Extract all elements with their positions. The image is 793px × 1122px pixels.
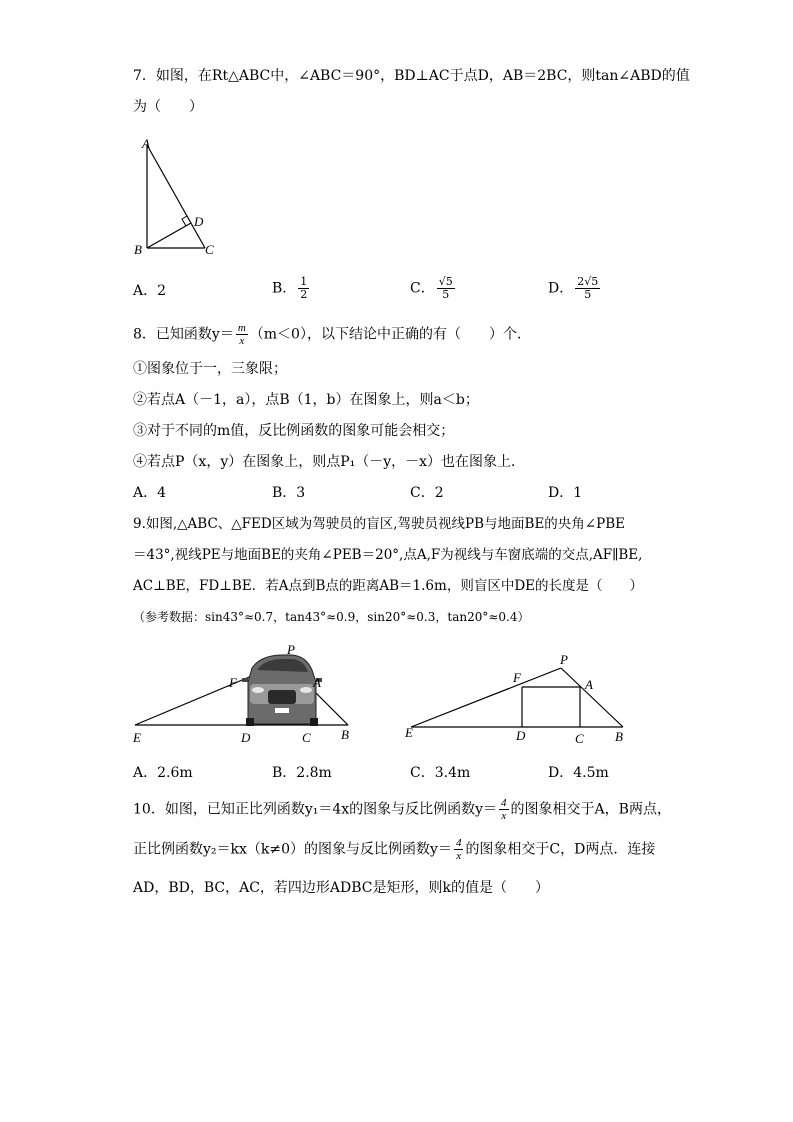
- q9-left-label-E: E: [133, 730, 141, 745]
- q8-option-c[interactable]: C．2: [410, 485, 444, 501]
- option-fraction: $\frac{2√5}{5}$: [577, 275, 599, 301]
- q9-option-b[interactable]: B．2.8m: [272, 765, 332, 781]
- q9-option-a[interactable]: A．2.6m: [133, 765, 193, 781]
- q7-label-D: D: [194, 214, 204, 229]
- q9-stem-line2: ＝43°,视线PE与地面BE的夹角∠PEB＝20°,点A,F为视线与车窗底端的交点,AF∥BE,: [133, 547, 643, 563]
- q9-right-label-E: E: [405, 725, 413, 740]
- q8-option-b[interactable]: B．3: [272, 485, 306, 501]
- q8-option-d[interactable]: D．1: [548, 485, 583, 501]
- q9-option-c[interactable]: C．3.4m: [410, 765, 471, 781]
- q9-stem-line1: 9.如图,△ABC、△FED区域为驾驶员的盲区,驾驶员视线PB与地面BE的央角∠PBE: [133, 516, 625, 532]
- q9-option-d[interactable]: D．4.5m: [548, 765, 609, 781]
- q9-left-label-P: P: [287, 642, 295, 657]
- q9-right-label-D: D: [516, 728, 526, 743]
- q10-stem-line3: AD，BD，BC，AC，若四边形ADBC是矩形，则k的值是（ ）: [133, 880, 550, 896]
- q9-right-label-P: P: [560, 652, 568, 667]
- option-value: 2: [157, 283, 167, 299]
- q7-label-C: C: [205, 242, 214, 257]
- q8-item-1: ①图象位于一，三象限；: [133, 361, 287, 377]
- q10-fraction-2: $\frac{4}{x}$: [455, 837, 462, 862]
- q10-stem-line1: 10．如图，已知正比列函数y₁＝4x的图象与反比例函数y＝ $\frac{4}{x}$ 的图象相交于A，B两点，: [133, 797, 671, 822]
- q9-geometry-figure: [405, 650, 635, 740]
- q9-right-label-F: F: [513, 670, 521, 685]
- q10-stem-line2: 正比例函数y₂＝kx（k≠0）的图象与反比例函数y＝ $\frac{4}{x}$ 的图象相交于C，D两点．连接: [133, 837, 656, 862]
- q7-option-b[interactable]: [272, 276, 311, 301]
- q8-item-2: ②若点A（－1，a），点B（1，b）在图象上，则a＜b；: [133, 392, 479, 408]
- option-fraction: $\frac{1}{2}$: [300, 275, 308, 301]
- q9-left-label-C: C: [302, 730, 311, 745]
- q7-label-B: B: [134, 242, 142, 257]
- q7-option-d[interactable]: [548, 276, 602, 301]
- q9-stem-line3: AC⊥BE，FD⊥BE．若A点到B点的距离AB＝1.6m，则盲区中DE的长度是（ ）: [133, 578, 644, 594]
- option-letter: D．: [548, 280, 574, 297]
- q9-left-label-B: B: [341, 727, 349, 742]
- option-fraction: $\frac{√5}{5}$: [438, 275, 453, 301]
- q7-triangle-figure: [130, 135, 230, 260]
- q8-option-a[interactable]: A．4: [133, 485, 167, 501]
- q7-option-a[interactable]: [133, 282, 166, 300]
- q9-right-label-C: C: [575, 731, 584, 746]
- q8-item-3: ③对于不同的m值，反比例函数的图象可能会相交；: [133, 423, 455, 439]
- q9-left-label-D: D: [241, 730, 251, 745]
- q7-stem-line1: 7．如图，在Rt△ABC中，∠ABC＝90°，BD⊥AC于点D，AB＝2BC，则tan∠ABD的值: [133, 68, 690, 84]
- q7-stem-line2: 为（ ）: [133, 99, 203, 115]
- option-letter: C．: [410, 280, 435, 297]
- q7-label-A: A: [142, 136, 150, 151]
- q9-reference-data: （参考数据：sin43°≈0.7，tan43°≈0.9，sin20°≈0.3，tan20°≈0.4）: [133, 610, 530, 624]
- q8-fraction: $\frac{m}{x}$: [237, 322, 246, 347]
- q9-right-label-A: A: [585, 677, 593, 692]
- q10-fraction-1: $\frac{4}{x}$: [501, 797, 507, 822]
- option-letter: A．: [133, 283, 158, 299]
- q9-right-label-B: B: [615, 729, 623, 744]
- car-icon: [242, 655, 322, 726]
- q9-left-label-F: F: [229, 675, 237, 690]
- option-letter: B．: [272, 280, 297, 297]
- q7-option-c[interactable]: [410, 276, 457, 301]
- q9-left-label-A: A: [313, 675, 321, 690]
- q8-item-4: ④若点P（x，y）在图象上，则点P₁（－y，－x）也在图象上．: [133, 454, 526, 470]
- q8-stem: 8．已知函数y＝ $\frac{m}{x}$ （m＜0），以下结论中正确的有（ ）个．: [133, 322, 531, 347]
